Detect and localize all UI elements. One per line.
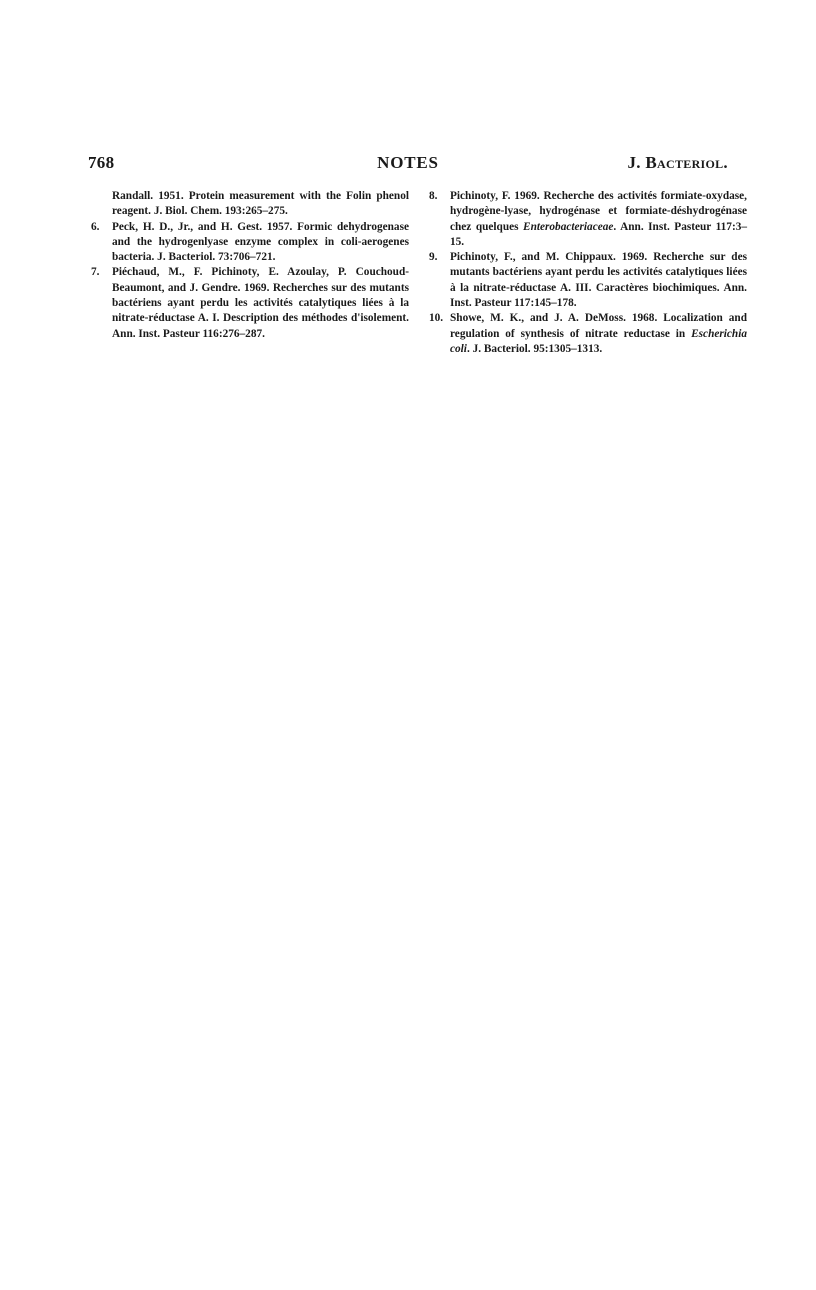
volume-number: 193 (224, 205, 242, 218)
volume-number: 117 (715, 220, 732, 233)
reference-text: :706–721. (229, 251, 276, 264)
taxon-name: Escherichia coli (450, 327, 747, 355)
page-number: 768 (88, 153, 115, 172)
reference-text: :1305–1313. (544, 342, 603, 355)
reference-text: Pichinoty, F. 1969. Recherche des activités formiate-oxydase, hydrogène-lyase, hydrogénase et formiate-déshydrogénase chez quelques (450, 190, 747, 233)
volume-number: 73 (218, 251, 230, 264)
taxon-name: Enterobacteriaceae (523, 220, 614, 233)
volume-number: 117 (514, 297, 531, 310)
reference-text: Peck, H. D., Jr., and H. Gest. 1957. Formic dehydrogenase and the hydrogenlyase enzyme complex in coli-aerogenes bacteria. J. Bacteriol. (112, 220, 409, 264)
volume-number: 95 (533, 342, 545, 355)
page-header (88, 153, 728, 177)
reference-text: :3–15. (450, 220, 748, 248)
reference-text: :276–287. (218, 327, 265, 340)
reference-text: . Ann. Inst. Pasteur (613, 220, 716, 233)
reference-number: 10. (429, 312, 444, 325)
reference-text: :145–178. (530, 297, 577, 310)
reference-entry (91, 189, 409, 220)
section-title: NOTES (377, 153, 439, 172)
reference-number: 7. (91, 266, 100, 279)
reference-entry (429, 189, 747, 250)
reference-entry (91, 220, 409, 266)
reference-number: 8. (429, 190, 438, 202)
reference-entry (429, 311, 747, 357)
reference-text: Randall. 1951. Protein measurement with the Folin phenol reagent. J. Biol. Chem. (112, 190, 409, 218)
reference-number: 9. (429, 251, 438, 264)
reference-text: Piéchaud, M., F. Pichinoty, E. Azoulay, P. Couchoud-Beaumont, and J. Gendre. 1969. Recherches sur des mutants bactériens ayant perdu les activités catalytiques liées à la nitrate-réductase A. I. Description des méthodes d'isolement. Ann. Inst. Pasteur (112, 266, 409, 340)
reference-entry (91, 265, 409, 341)
reference-text: :265–275. (241, 205, 288, 218)
reference-entry (429, 250, 747, 311)
reference-text: . J. Bacteriol. (466, 342, 534, 355)
volume-number: 116 (202, 327, 219, 340)
journal-name: J. Bacteriol. (627, 153, 728, 172)
reference-text: Pichinoty, F., and M. Chippaux. 1969. Recherche sur des mutants bactériens ayant perdu les activités catalytiques liées à la nitrate-réductase A. III. Caractères biochimiques. Ann. Inst. Pasteur (450, 251, 747, 310)
reference-text: Showe, M. K., and J. A. DeMoss. 1968. Localization and regulation of synthesis of nitrate reductase in (450, 312, 747, 340)
reference-number: 6. (91, 220, 100, 233)
references-right-column (429, 189, 747, 357)
references-left-column (91, 189, 409, 342)
